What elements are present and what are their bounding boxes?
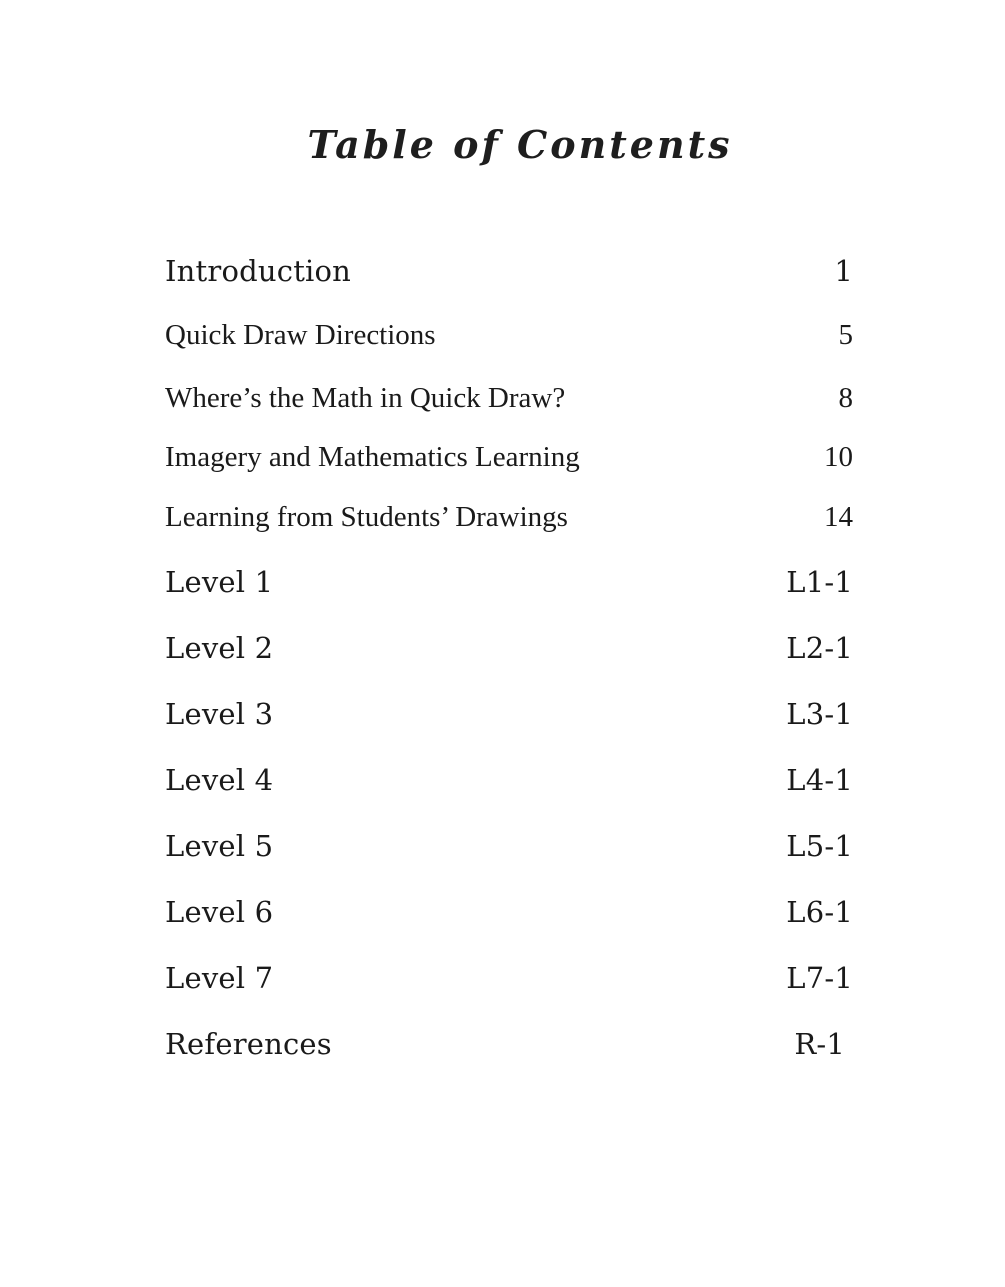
toc-entry-page: L7-1 [786, 961, 853, 995]
toc-entry-page: 8 [838, 382, 853, 414]
toc-entry-page: L4-1 [786, 763, 853, 797]
toc-entry-label: Where’s the Math in Quick Draw? [165, 382, 566, 414]
toc-entry-page: 10 [824, 441, 853, 473]
toc-entry-label: References [165, 1027, 332, 1061]
toc-entry-label: Level 7 [165, 961, 274, 995]
toc-entry-label: Level 1 [165, 565, 274, 599]
toc-entry-label: Introduction [165, 254, 352, 288]
toc-entry-label: Level 2 [165, 631, 274, 665]
toc-entry-references[interactable] [165, 1027, 853, 1061]
toc-entry-page: R-1 [794, 1027, 845, 1061]
toc-entry-introduction[interactable] [165, 254, 853, 288]
toc-entry-page: L5-1 [786, 829, 853, 863]
toc-entry-page: L1-1 [786, 565, 853, 599]
toc-entry-page: L3-1 [786, 697, 853, 731]
toc-entry-learning-from-drawings[interactable] [165, 501, 853, 534]
toc-entry-label: Level 3 [165, 697, 274, 731]
toc-entry-level-7[interactable] [165, 961, 853, 995]
toc-entry-label: Quick Draw Directions [165, 319, 436, 351]
toc-entry-level-6[interactable] [165, 895, 853, 929]
toc-entry-label: Level 4 [165, 763, 274, 797]
toc-entry-page: 1 [834, 254, 853, 288]
toc-entry-label: Imagery and Mathematics Learning [165, 441, 580, 473]
toc-entry-label: Learning from Students’ Drawings [165, 501, 568, 533]
toc-entry-level-4[interactable] [165, 763, 853, 797]
toc-entry-label: Level 5 [165, 829, 274, 863]
table-of-contents [165, 0, 853, 1287]
toc-entry-level-1[interactable] [165, 565, 853, 599]
toc-entry-level-5[interactable] [165, 829, 853, 863]
toc-entry-label: Level 6 [165, 895, 274, 929]
toc-entry-page: 14 [824, 501, 853, 533]
toc-entry-imagery-and-mathematics[interactable] [165, 441, 853, 474]
toc-entry-page: L2-1 [786, 631, 853, 665]
toc-entry-level-2[interactable] [165, 631, 853, 665]
page-title: Table of Contents [307, 122, 733, 167]
toc-entry-page: 5 [838, 319, 853, 351]
toc-entry-page: L6-1 [786, 895, 853, 929]
toc-entry-level-3[interactable] [165, 697, 853, 731]
toc-entry-quick-draw-directions[interactable] [165, 319, 853, 352]
toc-entry-wheres-the-math[interactable] [165, 382, 853, 415]
